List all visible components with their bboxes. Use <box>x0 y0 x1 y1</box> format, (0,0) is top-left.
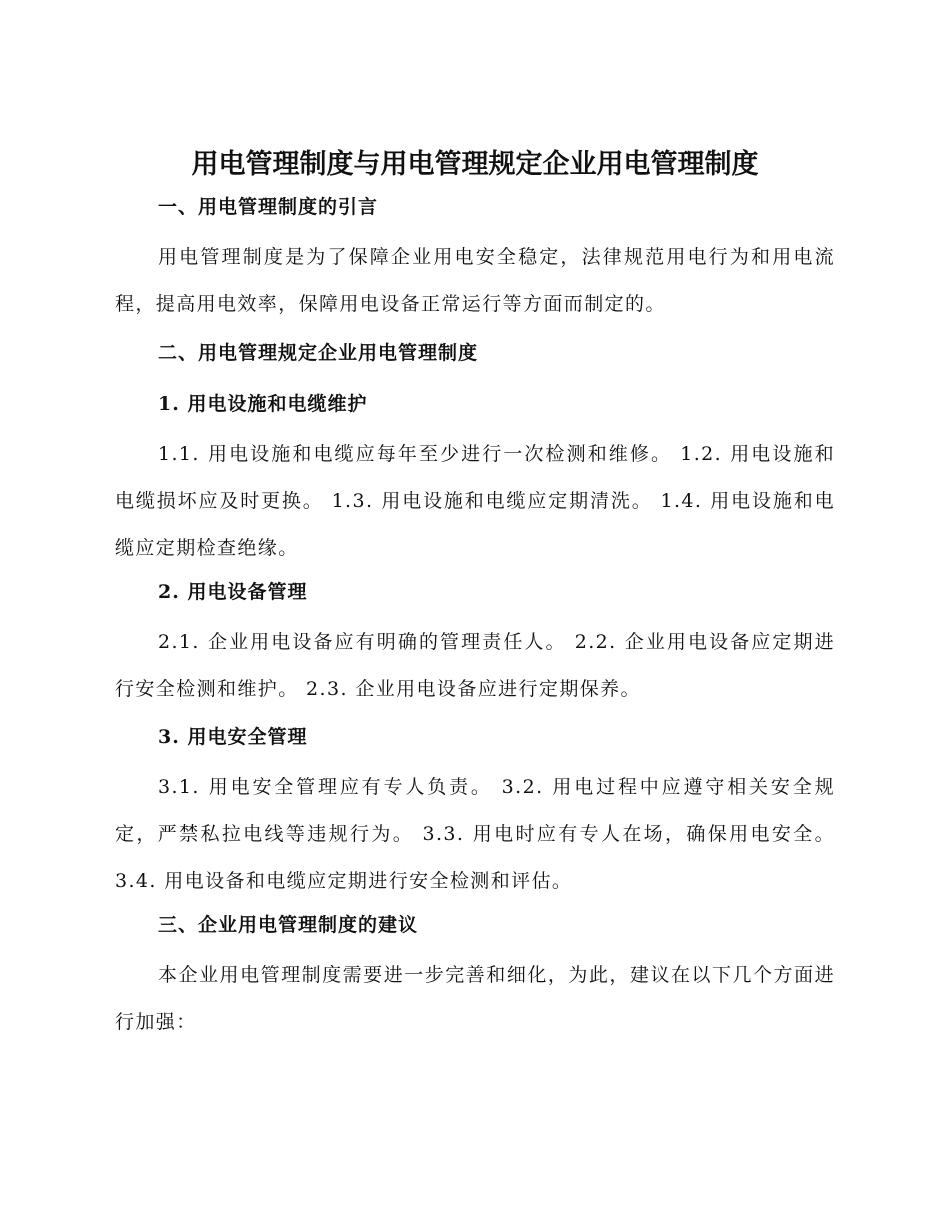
section-heading-regulations: 二、用电管理规定企业用电管理制度 <box>158 342 479 364</box>
document-title: 用电管理制度与用电管理规定企业用电管理制度 <box>191 149 759 180</box>
section-heading-introduction: 一、用电管理制度的引言 <box>158 196 379 218</box>
subsection-paragraph-safety-management: 3.1. 用电安全管理应有专人负责。 3.2. 用电过程中应遵守相关安全规定，严禁私拉电线等违规行为。 3.3. 用电时应有专人在场，确保用电安全。 3.4. 用电设备和电缆应定期进行安全检测和评估。 <box>115 776 835 892</box>
subsection-heading-equipment-management: 2. 用电设备管理 <box>158 581 308 603</box>
section-paragraph-introduction: 用电管理制度是为了保障企业用电安全稳定，法律规范用电行为和用电流程，提高用电效率，保障用电设备正常运行等方面而制定的。 <box>115 246 835 315</box>
subsection-paragraph-facilities-cables: 1.1. 用电设施和电缆应每年至少进行一次检测和维修。 1.2. 用电设施和电缆损坏应及时更换。 1.3. 用电设施和电缆应定期清洗。 1.4. 用电设施和电缆应定期检查绝缘。 <box>115 443 835 559</box>
subsection-heading-safety-management: 3. 用电安全管理 <box>158 726 308 748</box>
subsection-paragraph-equipment-management: 2.1. 企业用电设备应有明确的管理责任人。 2.2. 企业用电设备应定期进行安全检测和维护。 2.3. 企业用电设备应进行定期保养。 <box>115 631 835 700</box>
subsection-heading-facilities-cables: 1. 用电设施和电缆维护 <box>158 393 368 415</box>
section-heading-suggestions: 三、企业用电管理制度的建议 <box>158 914 419 936</box>
section-paragraph-suggestions: 本企业用电管理制度需要进一步完善和细化，为此，建议在以下几个方面进行加强： <box>115 964 835 1033</box>
